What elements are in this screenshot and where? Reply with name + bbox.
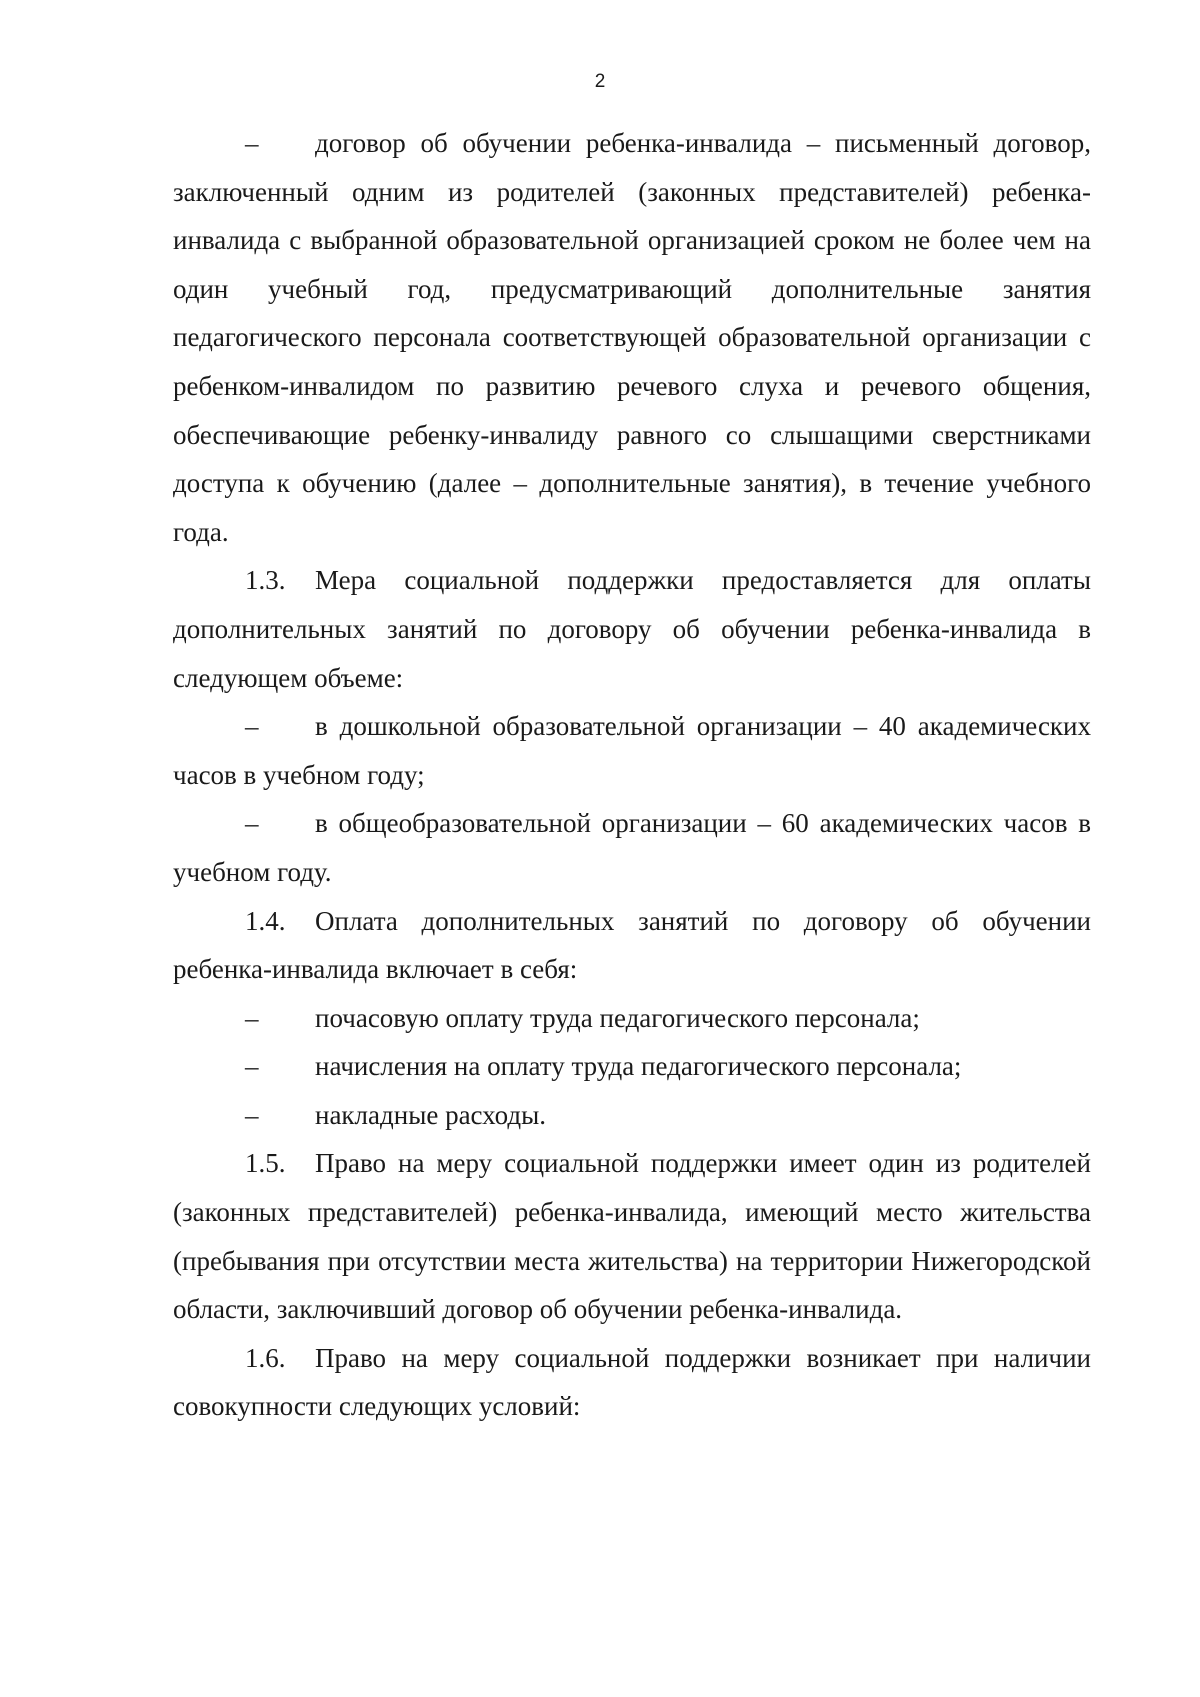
paragraph-text: накладные расходы. (315, 1099, 547, 1130)
clause-1-4 (173, 897, 1091, 994)
list-dash: – (245, 1002, 259, 1033)
list-item-hourly-pay (173, 994, 1091, 1043)
clause-1-3 (173, 556, 1091, 702)
list-item-accruals (173, 1042, 1091, 1091)
paragraph-text: в общеобразовательной организации – 60 академических часов в учебном году. (173, 808, 1091, 887)
paragraph-text: в дошкольной образовательной организации – 40 академических часов в учебном году; (173, 711, 1091, 790)
paragraph-text: начисления на оплату труда педагогического персонала; (315, 1051, 962, 1082)
paragraph-text: Право на меру социальной поддержки возникает при наличии совокупности следующих условий: (173, 1342, 1091, 1422)
list-dash: – (245, 1051, 259, 1082)
paragraph-text: Право на меру социальной поддержки имеет один из родителей (законных представителей) ребенка-инвалида, имеющий место жительства (пребывания при отсутствии места жительства) на территории Нижегородской области, заключивший договор об обучении ребенка-инвалида. (173, 1148, 1091, 1325)
list-dash: – (245, 1099, 259, 1130)
list-dash: – (245, 808, 259, 839)
clause-number: 1.4. (245, 905, 286, 936)
clause-number: 1.3. (245, 565, 286, 596)
list-dash: – (245, 711, 259, 742)
document-body (173, 119, 1091, 1431)
list-item-overheads (173, 1091, 1091, 1140)
paragraph-text: Оплата дополнительных занятий по договору об обучении ребенка-инвалида включает в себя: (173, 905, 1091, 985)
list-item-general-education (173, 799, 1091, 896)
clause-number: 1.5. (245, 1148, 286, 1179)
definition-paragraph (173, 119, 1091, 556)
list-item-preschool (173, 702, 1091, 799)
page-number: 2 (594, 71, 606, 92)
clause-1-5 (173, 1139, 1091, 1333)
clause-number: 1.6. (245, 1342, 286, 1373)
clause-1-6 (173, 1334, 1091, 1431)
paragraph-text: почасовую оплату труда педагогического персонала; (315, 1002, 920, 1033)
paragraph-text: договор об обучении ребенка-инвалида – письменный договор, заключенный одним из родителей (законных представителей) ребенка-инвалида с выбранной образовательной организацией сроком не более чем на один учебный год, предусматривающий дополнительные занятия педагогического персонала соответствующей образовательной организации с ребенком-инвалидом по развитию речевого слуха и речевого общения, обеспечивающие ребенку-инвалиду равного со слышащими сверстниками доступа к обучению (далее – дополнительные занятия), в течение учебного года. (173, 128, 1091, 547)
paragraph-text: Мера социальной поддержки предоставляется для оплаты дополнительных занятий по договору об обучении ребенка-инвалида в следующем объеме: (173, 565, 1091, 693)
list-dash: – (245, 128, 259, 158)
